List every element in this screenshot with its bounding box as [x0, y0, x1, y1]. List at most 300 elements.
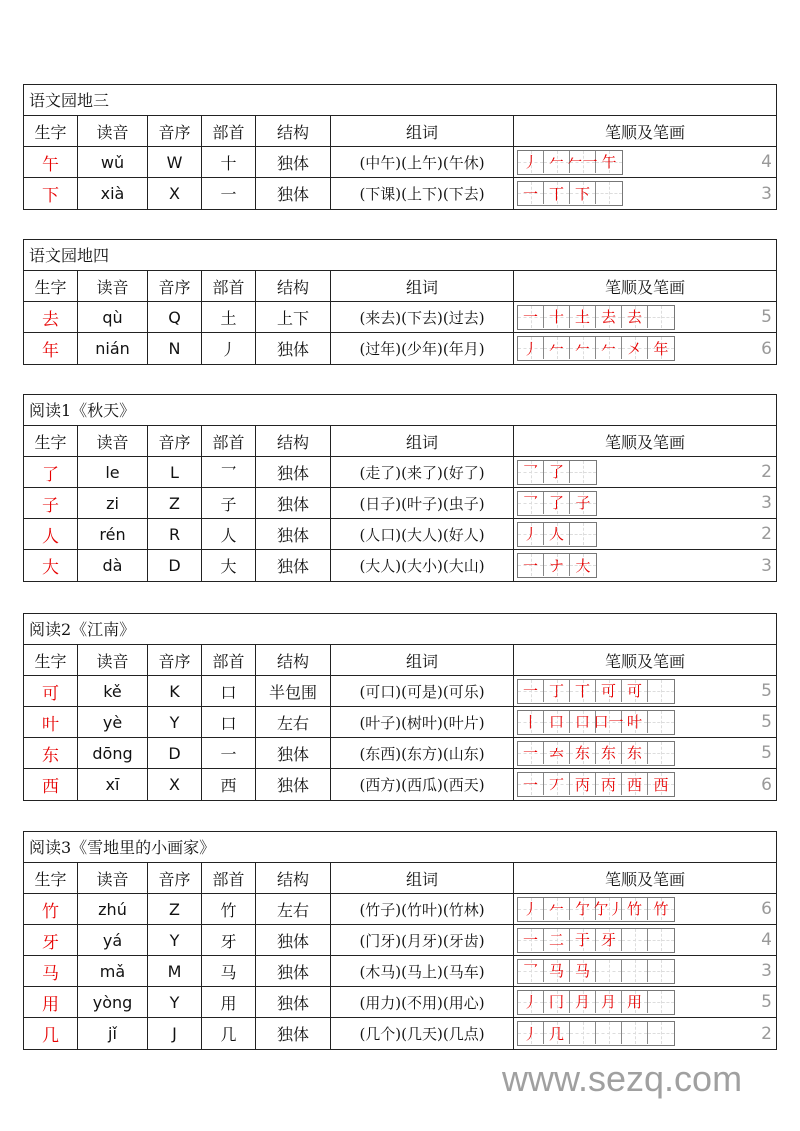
stroke-grid — [517, 772, 675, 797]
radical: 十 — [202, 147, 256, 177]
new-character: 马 — [24, 956, 78, 986]
stroke-grid — [517, 553, 597, 578]
header-col-strokes: 笔顺及笔画 — [604, 432, 685, 452]
initial-letter: Y — [148, 987, 202, 1017]
radical: 人 — [202, 519, 256, 549]
radical: 子 — [202, 488, 256, 518]
stroke-step: 十 — [548, 308, 564, 326]
stroke-order-cell — [514, 707, 776, 737]
header-col-structure: 结构 — [256, 863, 331, 893]
header-col-strokes: 笔顺及笔画 — [604, 869, 685, 889]
stroke-step: 月 — [600, 993, 616, 1011]
stroke-step: 竹 — [653, 900, 669, 918]
radical: 西 — [202, 769, 256, 800]
radical: 竹 — [202, 894, 256, 924]
header-col-pinyin: 读音 — [78, 645, 148, 675]
stroke-step: 可 — [626, 682, 642, 700]
stroke-box — [596, 151, 622, 173]
stroke-grid — [517, 679, 675, 704]
structure: 独体 — [256, 987, 331, 1017]
stroke-box — [622, 680, 648, 702]
structure: 独体 — [256, 1018, 331, 1049]
new-character: 子 — [24, 488, 78, 518]
stroke-step: ナ — [548, 556, 564, 575]
stroke-step: 马 — [574, 962, 590, 980]
stroke-step: 一 — [522, 744, 538, 762]
stroke-box — [567, 151, 598, 173]
stroke-step: 㐅 — [626, 339, 642, 358]
structure: 独体 — [256, 333, 331, 364]
stroke-box — [570, 1022, 596, 1044]
stroke-order-cell — [514, 550, 776, 581]
section-title: 语文园地四 — [24, 240, 776, 271]
stroke-count: 5 — [761, 307, 772, 327]
stroke-step: 𠂉 — [574, 339, 590, 358]
word-examples: (中午)(上午)(午休) — [331, 147, 514, 177]
stroke-box — [518, 337, 544, 359]
header-col-initial: 音序 — [148, 426, 202, 456]
stroke-box — [544, 773, 570, 795]
stroke-count: 5 — [761, 743, 772, 763]
table-row — [24, 550, 776, 581]
stroke-order-cell — [514, 302, 776, 332]
vocab-table — [23, 394, 777, 582]
table-row — [24, 302, 776, 333]
pinyin: dà — [78, 550, 148, 581]
stroke-order-cell — [514, 676, 776, 706]
initial-letter: L — [148, 457, 202, 487]
stroke-box — [648, 1022, 674, 1044]
vocab-table — [23, 831, 777, 1050]
table-row — [24, 488, 776, 519]
stroke-box — [544, 492, 570, 514]
stroke-box — [570, 306, 596, 328]
section-title: 阅读2《江南》 — [24, 614, 776, 645]
stroke-step: 马 — [548, 962, 564, 980]
new-character: 几 — [24, 1018, 78, 1049]
stroke-box — [544, 306, 570, 328]
stroke-order-cell — [514, 738, 776, 768]
stroke-step: 丅 — [574, 682, 590, 700]
word-examples: (几个)(几天)(几点) — [331, 1018, 514, 1049]
header-row — [24, 271, 776, 302]
stroke-box — [544, 680, 570, 702]
pinyin: rén — [78, 519, 148, 549]
stroke-grid — [517, 897, 675, 922]
stroke-count: 6 — [761, 338, 772, 359]
stroke-box — [570, 680, 596, 702]
stroke-box — [544, 182, 570, 204]
stroke-box — [518, 991, 544, 1013]
stroke-grid — [517, 710, 675, 735]
stroke-count: 3 — [761, 555, 772, 576]
stroke-box — [570, 929, 596, 951]
structure: 独体 — [256, 147, 331, 177]
vocab-table — [23, 239, 777, 365]
stroke-step: 丿 — [522, 339, 538, 358]
header-col-pinyin: 读音 — [78, 863, 148, 893]
stroke-box — [518, 554, 544, 576]
header-col-pinyin: 读音 — [78, 271, 148, 301]
stroke-box — [570, 898, 596, 920]
structure: 独体 — [256, 925, 331, 955]
radical: 马 — [202, 956, 256, 986]
stroke-step: 人 — [548, 525, 564, 543]
structure: 独体 — [256, 769, 331, 800]
stroke-order-cell — [514, 488, 776, 518]
table-row — [24, 738, 776, 769]
stroke-box — [622, 773, 648, 795]
word-examples: (西方)(西瓜)(西天) — [331, 769, 514, 800]
stroke-step: 一 — [522, 931, 538, 949]
stroke-order-cell — [514, 147, 776, 177]
stroke-grid — [517, 741, 675, 766]
header-row — [24, 863, 776, 894]
pinyin: dōng — [78, 738, 148, 768]
stroke-box — [570, 182, 596, 204]
new-character: 东 — [24, 738, 78, 768]
stroke-step: 丙 — [574, 775, 590, 794]
stroke-box — [596, 1022, 622, 1044]
stroke-box — [648, 711, 674, 733]
stroke-box — [622, 991, 648, 1013]
stroke-step: 口 — [548, 713, 564, 731]
new-character: 竹 — [24, 894, 78, 924]
stroke-step: 一 — [522, 184, 538, 203]
stroke-grid — [517, 305, 675, 330]
structure: 左右 — [256, 894, 331, 924]
stroke-box — [544, 554, 570, 576]
stroke-order-cell — [514, 457, 776, 487]
stroke-box — [596, 773, 622, 795]
stroke-box — [518, 898, 544, 920]
stroke-order-cell — [514, 925, 776, 955]
pinyin: le — [78, 457, 148, 487]
stroke-box — [570, 711, 596, 733]
stroke-box — [570, 554, 596, 576]
header-col-words: 组词 — [331, 271, 514, 301]
structure: 独体 — [256, 488, 331, 518]
stroke-box — [596, 182, 622, 204]
stroke-box — [518, 742, 544, 764]
structure: 独体 — [256, 457, 331, 487]
radical: 大 — [202, 550, 256, 581]
structure: 左右 — [256, 707, 331, 737]
radical: 口 — [202, 676, 256, 706]
stroke-step: 下 — [574, 184, 590, 203]
stroke-step: 一 — [522, 556, 538, 575]
stroke-step: 冂 — [548, 993, 564, 1011]
stroke-box — [570, 337, 596, 359]
header-col-strokes: 笔顺及笔画 — [604, 122, 685, 142]
stroke-order-cell — [514, 519, 776, 549]
table-row — [24, 178, 776, 209]
stroke-step: 丆 — [548, 775, 564, 794]
stroke-count: 3 — [761, 183, 772, 204]
vocab-table — [23, 84, 777, 210]
stroke-step: 乛 — [522, 494, 538, 512]
stroke-step: 土 — [574, 308, 590, 326]
table-row — [24, 956, 776, 987]
word-examples: (可口)(可是)(可乐) — [331, 676, 514, 706]
stroke-box — [518, 929, 544, 951]
header-col-strokes: 笔顺及笔画 — [604, 277, 685, 297]
header-col-initial: 音序 — [148, 116, 202, 146]
pinyin: qù — [78, 302, 148, 332]
stroke-box — [570, 742, 596, 764]
table-row — [24, 676, 776, 707]
stroke-step: 竹 — [626, 900, 642, 918]
stroke-step: 丅 — [548, 184, 564, 203]
stroke-grid — [517, 959, 675, 984]
stroke-step: 丿 — [522, 993, 538, 1011]
stroke-box — [648, 306, 674, 328]
pinyin: yá — [78, 925, 148, 955]
stroke-box — [596, 680, 622, 702]
stroke-count: 5 — [761, 681, 772, 701]
header-col-char: 生字 — [24, 116, 78, 146]
stroke-order-cell — [514, 894, 776, 924]
pinyin: kě — [78, 676, 148, 706]
stroke-step: 东 — [600, 744, 616, 762]
word-examples: (大人)(大小)(大山) — [331, 550, 514, 581]
stroke-box — [518, 461, 544, 483]
stroke-grid — [517, 460, 597, 485]
stroke-box — [518, 492, 544, 514]
stroke-box — [544, 960, 570, 982]
stroke-box — [596, 991, 622, 1013]
structure: 独体 — [256, 519, 331, 549]
stroke-step: 𠂉 — [548, 900, 564, 918]
table-row — [24, 333, 776, 364]
initial-letter: M — [148, 956, 202, 986]
stroke-box — [596, 929, 622, 951]
header-col-initial: 音序 — [148, 271, 202, 301]
radical: 一 — [202, 178, 256, 209]
pinyin: xī — [78, 769, 148, 800]
initial-letter: D — [148, 550, 202, 581]
header-col-char: 生字 — [24, 863, 78, 893]
stroke-box — [518, 151, 544, 173]
header-col-structure: 结构 — [256, 426, 331, 456]
stroke-step: 大 — [575, 556, 591, 575]
stroke-step: 于 — [574, 931, 590, 949]
header-col-words: 组词 — [331, 426, 514, 456]
stroke-step: 西 — [653, 775, 669, 794]
radical: 几 — [202, 1018, 256, 1049]
stroke-grid — [517, 491, 597, 516]
header-col-radical: 部首 — [202, 116, 256, 146]
stroke-grid — [517, 150, 623, 175]
header-col-words: 组词 — [331, 645, 514, 675]
stroke-step: 西 — [626, 775, 642, 794]
stroke-count: 2 — [761, 1023, 772, 1044]
pinyin: yòng — [78, 987, 148, 1017]
watermark: www.sezq.com — [502, 1058, 743, 1099]
new-character: 年 — [24, 333, 78, 364]
stroke-box — [570, 461, 596, 483]
stroke-order-cell — [514, 769, 776, 800]
initial-letter: Z — [148, 488, 202, 518]
section-title: 阅读3《雪地里的小画家》 — [24, 832, 776, 863]
structure: 半包围 — [256, 676, 331, 706]
stroke-box — [648, 773, 674, 795]
section-title: 阅读1《秋天》 — [24, 395, 776, 426]
radical: 一 — [202, 738, 256, 768]
stroke-count: 5 — [761, 712, 772, 732]
stroke-box — [518, 1022, 544, 1044]
header-row — [24, 645, 776, 676]
pinyin: mǎ — [78, 956, 148, 986]
table-row — [24, 147, 776, 178]
word-examples: (下课)(上下)(下去) — [331, 178, 514, 209]
word-examples: (用力)(不用)(用心) — [331, 987, 514, 1017]
stroke-step: 一 — [522, 775, 538, 794]
header-col-radical: 部首 — [202, 271, 256, 301]
stroke-count: 2 — [761, 524, 772, 544]
stroke-step: 丨 — [522, 713, 538, 731]
initial-letter: W — [148, 147, 202, 177]
stroke-step: 𠫓 — [548, 744, 564, 762]
new-character: 下 — [24, 178, 78, 209]
stroke-step: 丿 — [522, 900, 538, 918]
stroke-box — [518, 182, 544, 204]
table-row — [24, 925, 776, 956]
structure: 独体 — [256, 178, 331, 209]
vocab-table — [23, 613, 777, 801]
structure: 独体 — [256, 956, 331, 986]
stroke-step: 𠂉一 — [567, 153, 598, 171]
stroke-box — [593, 711, 624, 733]
stroke-step: 东 — [574, 744, 590, 762]
header-col-radical: 部首 — [202, 645, 256, 675]
word-examples: (日子)(叶子)(虫子) — [331, 488, 514, 518]
new-character: 大 — [24, 550, 78, 581]
stroke-step: 丁 — [548, 682, 564, 700]
stroke-box — [518, 960, 544, 982]
radical: 口 — [202, 707, 256, 737]
pinyin: wǔ — [78, 147, 148, 177]
stroke-step: 去 — [600, 308, 616, 326]
initial-letter: J — [148, 1018, 202, 1049]
stroke-box — [570, 492, 596, 514]
header-col-pinyin: 读音 — [78, 426, 148, 456]
stroke-step: 几 — [548, 1024, 564, 1043]
stroke-box — [544, 151, 570, 173]
stroke-step: 子 — [575, 494, 591, 512]
pinyin: nián — [78, 333, 148, 364]
stroke-grid — [517, 1021, 675, 1046]
stroke-grid — [517, 336, 675, 361]
initial-letter: D — [148, 738, 202, 768]
header-col-strokes: 笔顺及笔画 — [604, 651, 685, 671]
stroke-order-cell — [514, 333, 776, 364]
header-col-radical: 部首 — [202, 863, 256, 893]
stroke-box — [622, 306, 648, 328]
header-col-radical: 部首 — [202, 426, 256, 456]
stroke-box — [570, 960, 596, 982]
stroke-step: 牙 — [600, 931, 616, 949]
stroke-order-cell — [514, 987, 776, 1017]
word-examples: (走了)(来了)(好了) — [331, 457, 514, 487]
stroke-box — [544, 742, 570, 764]
stroke-step: 丙 — [600, 775, 616, 794]
stroke-box — [544, 1022, 570, 1044]
word-examples: (门牙)(月牙)(牙齿) — [331, 925, 514, 955]
stroke-count: 4 — [761, 930, 772, 950]
table-row — [24, 707, 776, 738]
stroke-box — [570, 991, 596, 1013]
stroke-order-cell — [514, 1018, 776, 1049]
initial-letter: Z — [148, 894, 202, 924]
stroke-box — [544, 523, 570, 545]
stroke-step: 了 — [548, 494, 564, 512]
stroke-box — [544, 929, 570, 951]
stroke-step: 口 — [574, 713, 590, 731]
table-row — [24, 1018, 776, 1049]
stroke-step: 一 — [522, 308, 538, 326]
structure: 上下 — [256, 302, 331, 332]
stroke-box — [544, 337, 570, 359]
pinyin: jǐ — [78, 1018, 148, 1049]
pinyin: xià — [78, 178, 148, 209]
stroke-box — [518, 711, 544, 733]
header-col-words: 组词 — [331, 116, 514, 146]
stroke-box — [648, 898, 674, 920]
header-col-structure: 结构 — [256, 271, 331, 301]
stroke-grid — [517, 928, 675, 953]
initial-letter: Q — [148, 302, 202, 332]
stroke-box — [518, 523, 544, 545]
stroke-step: 年 — [653, 339, 669, 358]
stroke-order-cell — [514, 178, 776, 209]
initial-letter: R — [148, 519, 202, 549]
header-col-structure: 结构 — [256, 645, 331, 675]
stroke-box — [518, 306, 544, 328]
table-row — [24, 894, 776, 925]
pinyin: zhú — [78, 894, 148, 924]
stroke-box — [596, 960, 622, 982]
header-col-char: 生字 — [24, 271, 78, 301]
stroke-step: 丿 — [522, 153, 538, 171]
stroke-box — [622, 960, 648, 982]
stroke-step: 乛 — [522, 962, 538, 980]
stroke-step: 丿 — [522, 1024, 538, 1043]
stroke-box — [648, 929, 674, 951]
stroke-step: 亇丿 — [593, 900, 624, 918]
stroke-count: 6 — [761, 899, 772, 919]
initial-letter: N — [148, 333, 202, 364]
word-examples: (竹子)(竹叶)(竹林) — [331, 894, 514, 924]
radical: 牙 — [202, 925, 256, 955]
stroke-box — [544, 898, 570, 920]
stroke-box — [622, 898, 648, 920]
stroke-box — [648, 960, 674, 982]
stroke-box — [570, 773, 596, 795]
stroke-box — [593, 898, 624, 920]
word-examples: (叶子)(树叶)(叶片) — [331, 707, 514, 737]
new-character: 了 — [24, 457, 78, 487]
new-character: 牙 — [24, 925, 78, 955]
initial-letter: Y — [148, 707, 202, 737]
new-character: 午 — [24, 147, 78, 177]
stroke-step: 东 — [626, 744, 642, 762]
radical: 乛 — [202, 457, 256, 487]
word-examples: (来去)(下去)(过去) — [331, 302, 514, 332]
structure: 独体 — [256, 738, 331, 768]
word-examples: (木马)(马上)(马车) — [331, 956, 514, 986]
table-row — [24, 519, 776, 550]
